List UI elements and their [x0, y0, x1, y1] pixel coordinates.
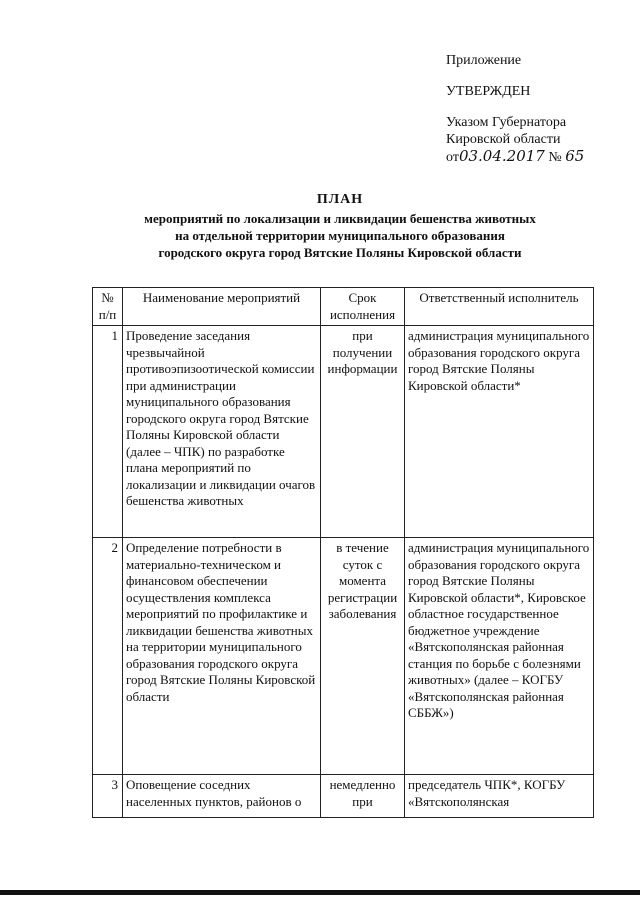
scan-edge-bar	[0, 890, 640, 895]
row-num: 1	[93, 326, 123, 538]
decree-line-1: Указом Губернатора	[446, 115, 567, 130]
table-row	[93, 538, 594, 775]
row-term: в течение суток с момента регистрации заболевания	[321, 538, 405, 775]
appendix-label: Приложение	[446, 53, 522, 68]
row-name: Определение потребности в материально-техническом и финансовом обеспечении осуществления комплекса мероприятий по профилактике и ликвидации бешенства животных на территории муниципального образования городского округа город Вятские Поляны Кировской области	[123, 538, 321, 775]
date-prefix: от	[446, 150, 459, 165]
plan-heading: ПЛАН	[316, 192, 364, 207]
table-header-row	[93, 288, 594, 326]
number-sign: №	[544, 150, 566, 165]
row-responsible: администрация муниципального образования городского округа город Вятские Поляны Кировской области*	[405, 326, 594, 538]
header-responsible: Ответственный исполнитель	[405, 288, 594, 326]
header-term: Срок исполнения	[321, 288, 405, 326]
plan-table	[92, 287, 594, 818]
handwritten-number: 65	[565, 147, 585, 165]
row-name: Оповещение соседних населенных пунктов, районов о	[123, 775, 321, 818]
decree-date-line	[446, 148, 626, 166]
header-name: Наименование мероприятий	[123, 288, 321, 326]
row-num: 3	[93, 775, 123, 818]
table-row	[93, 326, 594, 538]
plan-subtitle-line-1: мероприятий по локализации и ликвидации бешенства животных	[144, 211, 536, 226]
decree-line-2: Кировской области	[446, 132, 561, 147]
row-term: немедленно при	[321, 775, 405, 818]
approval-block	[446, 52, 626, 166]
approved-label: УТВЕРЖДЕН	[446, 84, 531, 99]
row-responsible: администрация муниципального образования городского округа город Вятские Поляны Кировской области*, Кировское областное государственное бюджетное учреждение «Вятскополянская районная станция по борьбе с болезнями животных» (далее – КОГБУ «Вятскополянская районная СББЖ»)	[405, 538, 594, 775]
row-name: Проведение заседания чрезвычайной противоэпизоотической комиссии при администрации муниципального образования городского округа город Вятские Поляны Кировской области (далее – ЧПК) по разработке плана мероприятий по локализации и ликвидации очагов бешенства животных	[123, 326, 321, 538]
header-num: № п/п	[93, 288, 123, 326]
plan-subtitle-line-2: на отдельной территории муниципального образования	[175, 228, 505, 243]
plan-subtitle-line-3: городского округа город Вятские Поляны Кировской области	[158, 245, 522, 260]
handwritten-date: 03.04.2017	[458, 147, 545, 165]
row-num: 2	[93, 538, 123, 775]
row-term: при получении информации	[321, 326, 405, 538]
table-row	[93, 775, 594, 818]
row-responsible: председатель ЧПК*, КОГБУ «Вятскополянская	[405, 775, 594, 818]
plan-title-block	[40, 190, 640, 261]
